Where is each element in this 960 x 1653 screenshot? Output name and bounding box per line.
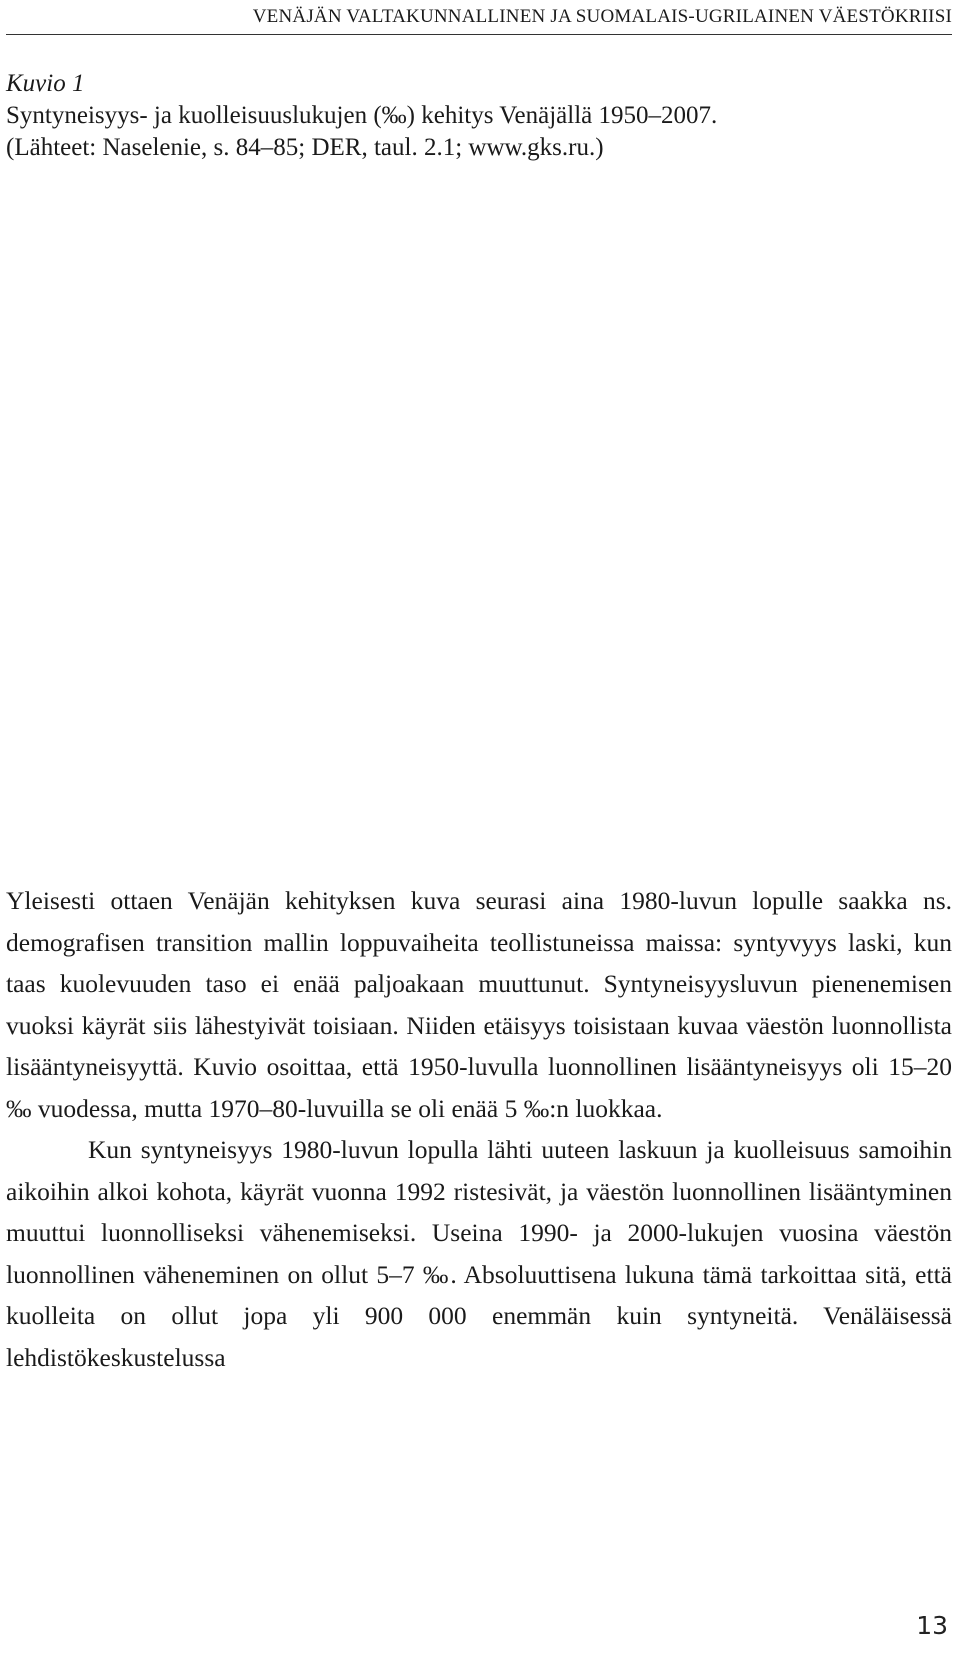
figure-blank-area xyxy=(6,180,950,860)
body-paragraph-2: Kun syntyneisyys 1980-luvun lopulla lähti uuteen laskuun ja kuolleisuus samoihin aikoihin alkoi kohota, käyrät vuonna 1992 ristesivät, ja väestön luonnollinen lisääntyminen muuttui luonnolliseksi vähenemiseksi. Useina 1990- ja 2000-lukujen vuosina väestön luonnollinen väheneminen on ollut 5–7 ‰. Absoluuttisena lukuna tämä tarkoittaa sitä, että kuolleita on ollut jopa yli 900 000 enemmän kuin syntyneitä. Venäläisessä lehdistökeskustelussa xyxy=(6,1135,952,1372)
running-header: VENÄJÄN VALTAKUNNALLINEN JA SUOMALAIS-UGRILAINEN VÄESTÖKRIISI xyxy=(252,6,952,27)
body-text xyxy=(6,880,952,1378)
header-rule xyxy=(6,34,952,35)
figure-caption-sources: (Lähteet: Naselenie, s. 84–85; DER, taul. 2.1; www.gks.ru.) xyxy=(6,134,604,161)
page-number: 13 xyxy=(916,1611,948,1640)
figure-caption-title: Syntyneisyys- ja kuolleisuuslukujen (‰) kehitys Venäjällä 1950–2007. xyxy=(6,102,718,129)
figure-label: Kuvio 1 xyxy=(6,70,85,97)
body-paragraph-1: Yleisesti ottaen Venäjän kehityksen kuva seurasi aina 1980-luvun lopulle saakka ns. demografisen transition mallin loppuvaiheita teollistuneissa maissa: syntyvyys laski, kun taas kuolevuuden taso ei enää paljoakaan muuttunut. Syntyneisyysluvun pienenemisen vuoksi käyrät siis lähestyivät toisiaan. Niiden etäisyys toisistaan kuvaa väestön luonnollista lisääntyneisyyttä. Kuvio osoittaa, että 1950-luvulla luonnollinen lisääntyneisyys oli 15–20 ‰ vuodessa, mutta 1970–80-luvuilla se oli enää 5 ‰:n luokkaa. xyxy=(6,886,952,1123)
figure-caption xyxy=(6,68,946,164)
